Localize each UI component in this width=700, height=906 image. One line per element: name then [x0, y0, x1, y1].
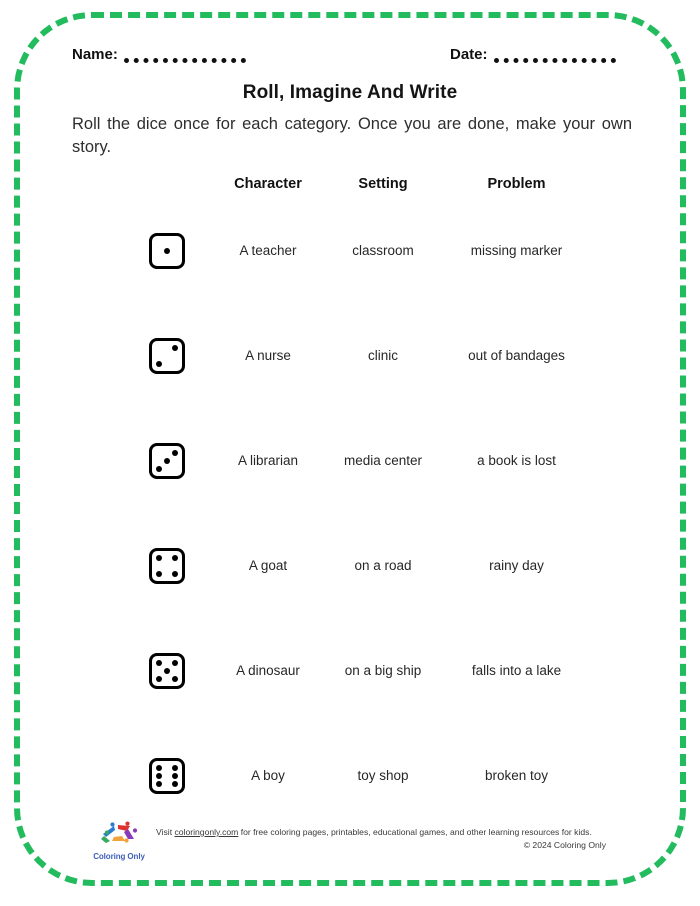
die-cell [124, 723, 209, 828]
name-label: Name: [72, 46, 118, 63]
table-row [124, 513, 594, 618]
die-pip [156, 361, 162, 367]
table-header-row [124, 176, 594, 198]
die-pip [156, 466, 162, 472]
die-face-5-icon [149, 653, 185, 689]
page-title: Roll, Imagine And Write [242, 82, 458, 103]
die-pip [156, 660, 162, 666]
cell-character: A nurse [245, 348, 291, 363]
die-pip [156, 555, 162, 561]
die-cell [124, 408, 209, 513]
die-pip [156, 781, 162, 787]
table-row [124, 723, 594, 828]
column-header-character: Character [234, 176, 302, 192]
die-cell [124, 198, 209, 303]
cell-problem: a book is lost [477, 453, 556, 468]
cell-setting: on a big ship [344, 663, 422, 678]
footer [88, 818, 608, 861]
die-pip [172, 450, 178, 456]
coloring-only-pinwheel-icon [97, 820, 141, 846]
column-header-problem: Problem [487, 176, 546, 192]
table-row [124, 303, 594, 408]
cell-character: A dinosaur [236, 663, 300, 678]
cell-problem: rainy day [489, 558, 544, 573]
die-face-1-icon [149, 233, 185, 269]
cell-character: A teacher [239, 243, 297, 258]
die-pip [172, 781, 178, 787]
table-row [124, 618, 594, 723]
name-write-line[interactable] [124, 40, 246, 63]
die-pip [156, 676, 162, 682]
die-face-6-icon [149, 758, 185, 794]
table-body [124, 198, 594, 828]
die-pip [164, 668, 170, 674]
instructions-text: Roll the dice once for each category. Once you are done, make your own story. [72, 115, 632, 156]
footer-copyright: © 2024 Coloring Only [523, 839, 606, 850]
die-pip [156, 571, 162, 577]
die-pip [172, 345, 178, 351]
date-write-line[interactable] [494, 40, 616, 63]
die-pip [156, 773, 162, 779]
roll-imagine-write-table [124, 176, 594, 828]
footer-attribution [150, 818, 608, 852]
cell-setting: on a road [354, 558, 412, 573]
footer-website-link[interactable]: coloringonly.com [174, 827, 239, 837]
cell-setting: clinic [367, 348, 398, 363]
column-header-setting: Setting [358, 176, 408, 192]
date-field[interactable] [450, 40, 616, 63]
brand-wordmark: Coloring Only [93, 852, 145, 861]
die-face-3-icon [149, 443, 185, 479]
die-pip [172, 571, 178, 577]
footer-text-before: Visit [156, 827, 175, 837]
die-pip [164, 248, 170, 254]
die-cell [124, 618, 209, 723]
die-pip [172, 773, 178, 779]
name-field[interactable] [72, 40, 246, 63]
die-face-2-icon [149, 338, 185, 374]
die-cell [124, 303, 209, 408]
footer-text-after: for free coloring pages, printables, educational games, and other learning resources for kids. [238, 827, 592, 837]
cell-character: A boy [251, 768, 285, 783]
die-cell [124, 513, 209, 618]
die-pip [172, 676, 178, 682]
date-label: Date: [450, 46, 488, 63]
table-row [124, 408, 594, 513]
cell-setting: media center [343, 453, 423, 468]
footer-visit-line [156, 826, 608, 839]
cell-problem: out of bandages [468, 348, 565, 363]
die-pip [164, 458, 170, 464]
die-pip [156, 765, 162, 771]
die-pip [172, 555, 178, 561]
brand-logo [88, 818, 150, 861]
cell-problem: missing marker [470, 243, 563, 258]
column-header-die [124, 176, 209, 198]
table-row [124, 198, 594, 303]
cell-character: A goat [248, 558, 288, 573]
die-face-4-icon [149, 548, 185, 584]
die-pip [172, 765, 178, 771]
cell-character: A librarian [237, 453, 299, 468]
name-date-row [60, 40, 640, 80]
die-pip [172, 660, 178, 666]
table-header [124, 176, 594, 198]
cell-problem: broken toy [484, 768, 549, 783]
cell-setting: classroom [352, 243, 414, 258]
cell-problem: falls into a lake [471, 663, 562, 678]
cell-setting: toy shop [357, 768, 409, 783]
